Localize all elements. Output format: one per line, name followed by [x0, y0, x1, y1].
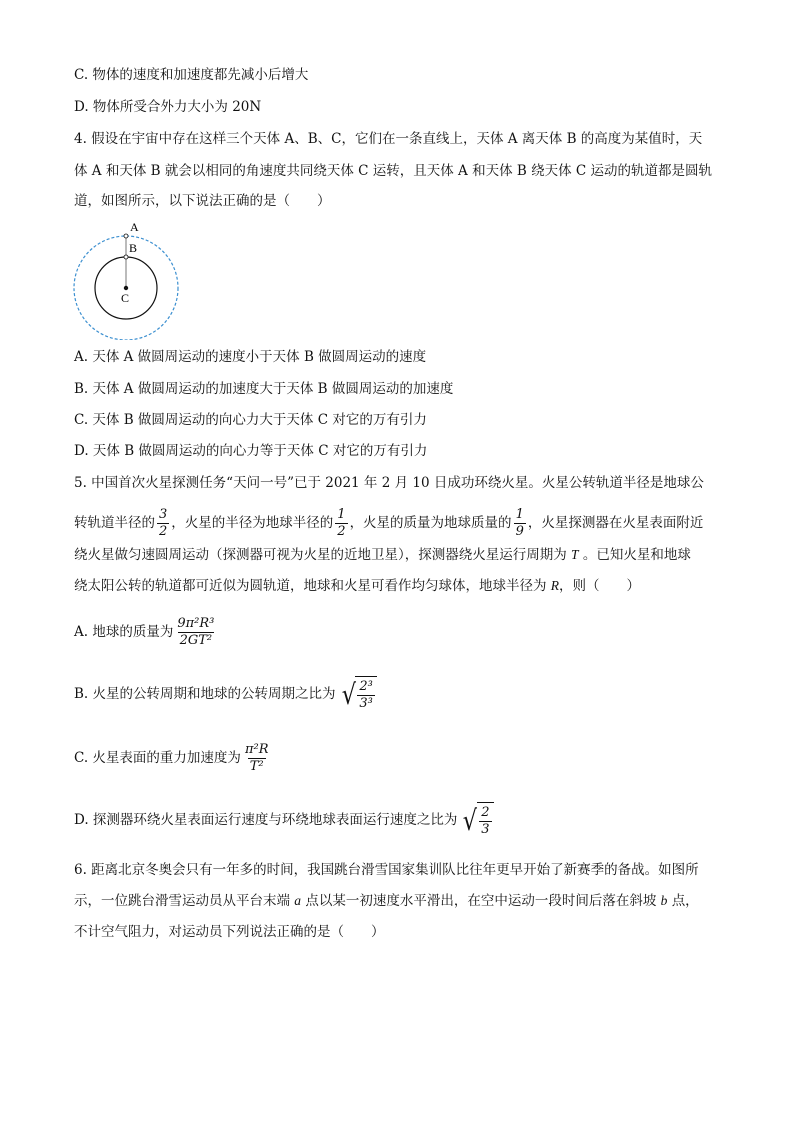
q6-stem-line-2	[74, 892, 699, 910]
q4-option-d: D. 天体 B 做圆周运动的向心力等于天体 C 对它的万有引力	[74, 443, 428, 459]
option-text: A. 地球的质量为	[74, 624, 174, 640]
q3-option-d: D. 物体所受合外力大小为 20N	[74, 99, 262, 115]
fraction-1-2: $\frac{1}{2}$	[337, 507, 346, 539]
variable-t: T	[571, 547, 579, 562]
q5-text: ，火星探测器在火星表面附近	[527, 515, 704, 531]
q5-stem-line-2	[74, 506, 703, 540]
q5-text: ，火星的半径为地球半径的	[171, 515, 334, 531]
q6-stem-line-1: 6. 距离北京冬奥会只有一年多的时间，我国跳台滑雪国家集训队比往年更早开始了新赛季的备战。如图所	[74, 862, 699, 878]
option-text: C. 火星表面的重力加速度为	[74, 750, 241, 766]
q5-text: 绕火星做匀速圆周运动（探测器可视为火星的近地卫星），探测器绕火星运行周期为	[74, 547, 567, 563]
q4-option-a: A. 天体 A 做圆周运动的速度小于天体 B 做圆周运动的速度	[74, 349, 427, 365]
q5-text: 。已知火星和地球	[582, 547, 691, 563]
label-b: B	[129, 241, 138, 255]
q4-option-b: B. 天体 A 做圆周运动的加速度大于天体 B 做圆周运动的加速度	[74, 381, 454, 397]
q4-stem-line-2: 体 A 和天体 B 就会以相同的角速度共同绕天体 C 运转，且天体 A 和天体 B 绕天体 C 运动的轨道都是圆轨	[74, 163, 712, 179]
orbit-diagram	[70, 218, 184, 340]
fraction-3-2: $\frac{3}{2}$	[159, 507, 168, 539]
q5-stem-line-4	[74, 577, 640, 595]
formula-earth-mass: $\frac{\text{9π²R³}}{\text{2GT²}}$	[177, 616, 215, 648]
q5-option-c	[74, 738, 272, 778]
variable-b: b	[660, 893, 668, 908]
q6-stem-line-3: 不计空气阻力，对运动员下列说法正确的是（ ）	[74, 924, 385, 940]
label-a: A	[130, 220, 139, 234]
q5-text: ，则（ ）	[559, 578, 641, 594]
body-b-point	[124, 255, 128, 259]
q5-stem-line-3	[74, 546, 691, 564]
q5-option-a	[74, 612, 218, 652]
option-text: D. 探测器环绕火星表面运行速度与环绕地球表面运行速度之比为	[74, 812, 458, 828]
q5-option-d	[74, 798, 494, 842]
q5-text: 绕太阳公转的轨道都可近似为圆轨道，地球和火星可看作均匀球体，地球半径为	[74, 578, 547, 594]
q5-text: ，火星的质量为地球质量的	[349, 515, 512, 531]
q5-stem-line-1: 5. 中国首次火星探测任务“天问一号”已于 2021 年 2 月 10 日成功环绕火星。火星公转轨道半径是地球公	[74, 475, 704, 491]
variable-r: R	[550, 578, 560, 593]
q4-option-c: C. 天体 B 做圆周运动的向心力大于天体 C 对它的万有引力	[74, 412, 427, 428]
fraction-1-9: $\frac{1}{9}$	[515, 507, 524, 539]
sqrt-speed-ratio: √ $\frac{2}{3}$	[461, 802, 493, 840]
option-text: B. 火星的公转周期和地球的公转周期之比为	[74, 686, 336, 702]
q3-option-c: C. 物体的速度和加速度都先减小后增大	[74, 67, 309, 83]
formula-gravity-accel: $\frac{\text{π²R}}{\text{T²}}$	[244, 742, 269, 774]
q4-stem-line-1: 4. 假设在宇宙中存在这样三个天体 A、B、C，它们在一条直线上，天体 A 离天体 B 的高度为某值时，天	[74, 131, 703, 147]
q6-text: 示，一位跳台滑雪运动员从平台末端	[74, 893, 290, 909]
variable-a: a	[294, 893, 302, 908]
q5-text: 转轨道半径的	[74, 515, 155, 531]
label-c: C	[121, 291, 130, 305]
sqrt-period-ratio: √ $\frac{\text{2³}}{\text{3³}}$	[340, 676, 377, 714]
body-c-point	[124, 286, 128, 290]
q6-text: 点，	[671, 893, 699, 909]
q4-stem-line-3: 道，如图所示，以下说法正确的是（ ）	[74, 193, 331, 209]
q5-option-b	[74, 672, 377, 716]
body-a-point	[124, 234, 128, 238]
q6-text: 点以某一初速度水平滑出，在空中运动一段时间后落在斜坡	[305, 893, 657, 909]
